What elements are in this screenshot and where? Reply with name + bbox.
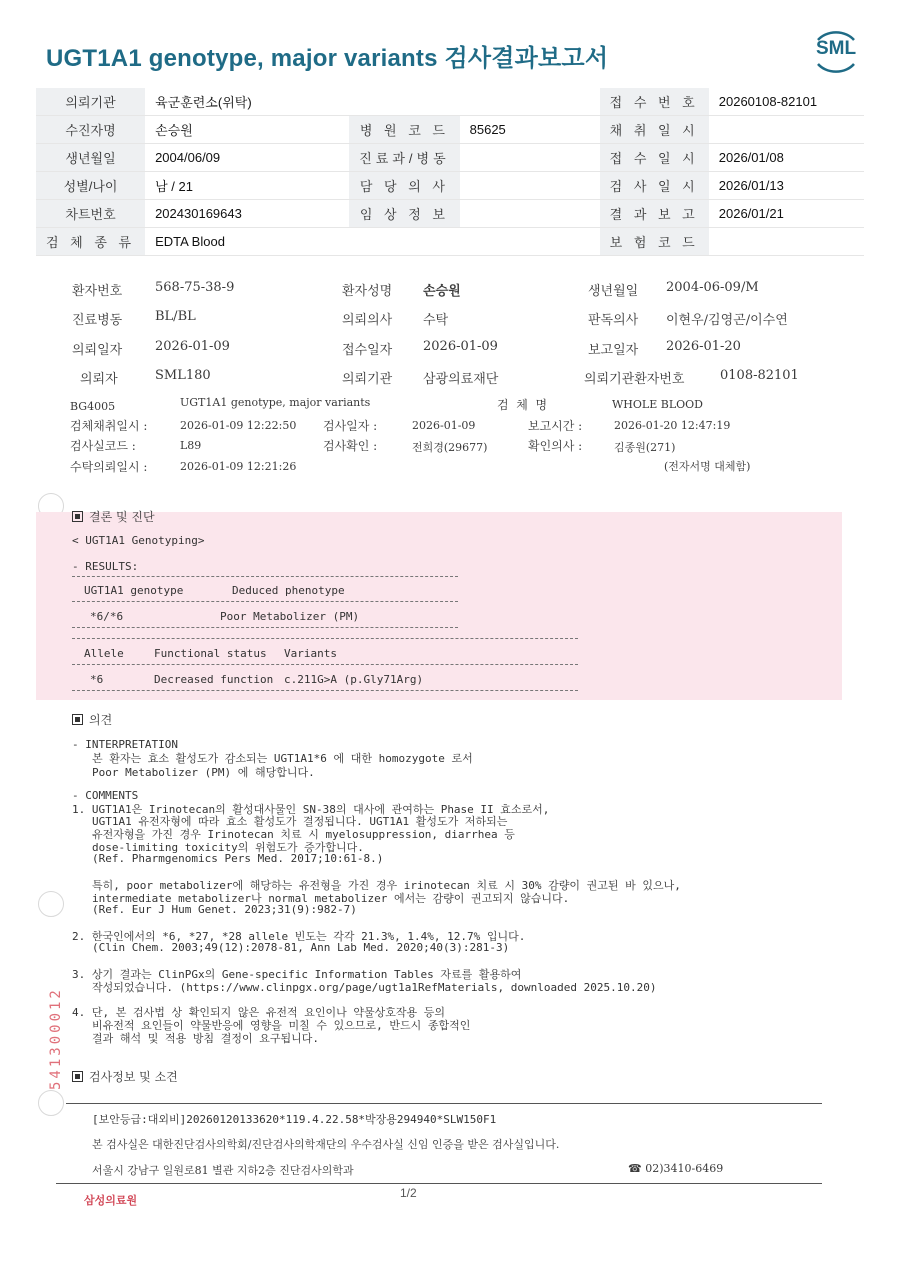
results-label: - RESULTS: xyxy=(72,560,139,573)
inst: 삼광의료재단 xyxy=(423,372,499,387)
confirm: 전희경(29677) xyxy=(412,441,488,454)
header-row xyxy=(36,228,864,256)
dashed-rule xyxy=(72,576,458,577)
header-label: 담 당 의 사 xyxy=(349,172,459,200)
header-label xyxy=(349,228,459,256)
conclusion-heading: 결론 및 진단 xyxy=(72,508,155,525)
reader-label: 판독의사 xyxy=(588,313,639,328)
header-value xyxy=(460,200,600,228)
header-label: 생년월일 xyxy=(36,144,145,172)
patient-dob: 2004-06-09/M xyxy=(666,280,759,295)
recv-date-label: 접수일자 xyxy=(342,343,393,358)
header-label: 성별/나이 xyxy=(36,172,145,200)
report-date-label: 보고일자 xyxy=(588,343,639,358)
interp-line: 본 환자는 효소 활성도가 감소되는 UGT1A1*6 에 대한 homozygote 로서 xyxy=(92,752,473,765)
inst-pid: 0108-82101 xyxy=(720,368,799,383)
comment-line: 작성되었습니다. (https://www.clinpgx.org/page/ugt1a1RefMaterials, downloaded 2025.10.20) xyxy=(92,981,657,994)
collect-label: 검체채취일시 : xyxy=(70,419,148,433)
header-label: 임 상 정 보 xyxy=(349,200,459,228)
header-value: 2026/01/13 xyxy=(709,172,864,200)
checkbox-square-icon xyxy=(72,511,83,522)
security-line: [보안등급:대외비]20260120133620*119.4.22.58*박장용294940*SLW150F1 xyxy=(92,1113,497,1126)
dashed-rule xyxy=(72,664,578,665)
comments-label: - COMMENTS xyxy=(72,789,139,802)
punch-hole xyxy=(38,1090,64,1116)
header-value: 손승원 xyxy=(145,116,349,144)
physician: 수탁 xyxy=(423,313,449,328)
order: 2026-01-09 12:21:26 xyxy=(180,460,297,473)
header-value: 20260108-82101 xyxy=(709,88,864,116)
comment-line: intermediate metabolizer나 normal metabolizer 에서는 감량이 권고되지 않습니다. xyxy=(92,892,570,905)
header-value: 2004/06/09 xyxy=(145,144,349,172)
dashed-rule xyxy=(72,601,458,602)
side-serial-number: 541300012 xyxy=(48,987,64,1090)
test-name: UGT1A1 genotype, major variants xyxy=(180,396,371,409)
sample: WHOLE BLOOD xyxy=(612,398,703,411)
collect: 2026-01-09 12:22:50 xyxy=(180,419,297,432)
header-row xyxy=(36,116,864,144)
variant-value: c.211G>A (p.Gly71Arg) xyxy=(284,673,424,686)
report-time-label: 보고시간 : xyxy=(528,419,583,433)
header-info-table xyxy=(36,88,864,256)
ward-label: 진료병동 xyxy=(72,313,123,328)
header-label: 차트번호 xyxy=(36,200,145,228)
logo-text: SML xyxy=(815,38,857,59)
recv-date: 2026-01-09 xyxy=(423,339,498,354)
divider xyxy=(56,1183,822,1184)
checkbox-square-icon xyxy=(72,714,83,725)
test-code: BG4005 xyxy=(70,400,116,413)
report-time: 2026-01-20 12:47:19 xyxy=(614,419,731,432)
patient-name: 손승원 xyxy=(423,284,461,299)
comment-line: 비유전적 요인들이 약물반응에 영향을 미칠 수 있으므로, 반드시 종합적인 xyxy=(92,1019,471,1032)
lab-code-label: 검사실코드 : xyxy=(70,439,136,453)
header-label: 결 과 보 고 xyxy=(600,200,709,228)
col-genotype: UGT1A1 genotype xyxy=(84,584,184,597)
header-value: 85625 xyxy=(460,116,600,144)
comment-line: (Ref. Eur J Hum Genet. 2023;31(9):982-7) xyxy=(92,903,357,916)
header-label: 검 사 일 시 xyxy=(600,172,709,200)
order-label: 수탁의뢰일시 : xyxy=(70,460,148,474)
header-value xyxy=(460,228,600,256)
header-label: 진료과/병동 xyxy=(349,144,459,172)
lab-code: L89 xyxy=(180,439,202,452)
inst-pid-label: 의뢰기관환자번호 xyxy=(584,372,685,387)
header-label: 접 수 일 시 xyxy=(600,144,709,172)
header-row xyxy=(36,172,864,200)
method-title: < UGT1A1 Genotyping> xyxy=(72,534,205,547)
confirm-doc-label: 확인의사 : xyxy=(528,439,583,453)
comment-line: 유전자형을 가진 경우 Irinotecan 치료 시 myelosuppression, diarrhea 등 xyxy=(92,828,515,841)
header-value: 202430169643 xyxy=(145,200,349,228)
sample-label: 검 체 명 xyxy=(497,398,548,412)
req-date: 2026-01-09 xyxy=(155,339,230,354)
divider xyxy=(66,1103,822,1104)
col-variants: Variants xyxy=(284,647,337,660)
comment-line: (Clin Chem. 2003;49(12):2078-81, Ann Lab Med. 2020;40(3):281-3) xyxy=(92,941,510,954)
genotype-value: *6/*6 xyxy=(90,610,124,623)
status-value: Decreased function xyxy=(154,673,274,686)
comment-line: 1. UGT1A1은 Irinotecan의 활성대사물인 SN-38의 대사에 관여하는 Phase II 효소로서, xyxy=(72,803,550,816)
header-value: 2026/01/08 xyxy=(709,144,864,172)
sml-logo xyxy=(810,30,862,74)
header-label: 병 원 코 드 xyxy=(349,116,459,144)
allele-value: *6 xyxy=(90,673,104,686)
requester: SML180 xyxy=(155,368,211,383)
confirm-label: 검사확인 : xyxy=(323,439,378,453)
reader: 이현우/김영곤/이수연 xyxy=(666,313,788,328)
patient-id-label: 환자번호 xyxy=(72,284,123,299)
col-allele: Allele xyxy=(84,647,124,660)
header-row xyxy=(36,200,864,228)
esign-note: (전자서명 대체함) xyxy=(664,460,751,473)
interp-label: - INTERPRETATION xyxy=(72,738,178,751)
dashed-rule xyxy=(72,638,578,639)
header-value xyxy=(709,116,864,144)
comment-line: UGT1A1 유전자형에 따라 효소 활성도가 결정됩니다. UGT1A1 활성도가 저하되는 xyxy=(92,815,508,828)
interp-line: Poor Metabolizer (PM) 에 해당합니다. xyxy=(92,766,315,779)
requester-label: 의뢰자 xyxy=(80,372,118,387)
comment-line: 결과 해석 및 적용 방침 결정이 요구됩니다. xyxy=(92,1032,319,1045)
header-row xyxy=(36,88,864,116)
punch-hole xyxy=(38,891,64,917)
physician-label: 의뢰의사 xyxy=(342,313,393,328)
col-status: Functional status xyxy=(154,647,267,660)
comment-line: 3. 상기 결과는 ClinPGx의 Gene-specific Information Tables 자료를 활용하여 xyxy=(72,968,522,981)
header-label: 보 험 코 드 xyxy=(600,228,709,256)
header-value xyxy=(460,88,600,116)
header-value xyxy=(709,228,864,256)
header-value: 2026/01/21 xyxy=(709,200,864,228)
ward: BL/BL xyxy=(155,309,196,324)
info-heading: 검사정보 및 소견 xyxy=(72,1068,178,1085)
dashed-rule xyxy=(72,690,578,691)
comment-line: dose-limiting toxicity의 위험도가 증가합니다. xyxy=(92,841,364,854)
header-value: EDTA Blood xyxy=(145,228,349,256)
header-label: 검 체 종 류 xyxy=(36,228,145,256)
header-label: 채 취 일 시 xyxy=(600,116,709,144)
header-value xyxy=(460,144,600,172)
patient-name-label: 환자성명 xyxy=(342,284,393,299)
header-row xyxy=(36,144,864,172)
checkbox-square-icon xyxy=(72,1071,83,1082)
report-date: 2026-01-20 xyxy=(666,339,741,354)
cert-line: 본 검사실은 대한진단검사의학회/진단검사의학재단의 우수검사실 신임 인증을 받은 검사실입니다. xyxy=(92,1138,560,1151)
inst-label: 의뢰기관 xyxy=(342,372,393,387)
dashed-rule xyxy=(72,627,458,628)
phone-line: ☎ 02)3410-6469 xyxy=(628,1162,724,1175)
comment-line: 4. 단, 본 검사법 상 확인되지 않은 유전적 요인이나 약물상호작용 등의 xyxy=(72,1006,445,1019)
col-phenotype: Deduced phenotype xyxy=(232,584,345,597)
hospital-logo: 삼성의료원 xyxy=(84,1194,138,1207)
address-line: 서울시 강남구 일원로81 별관 지하2층 진단검사의학과 xyxy=(92,1164,354,1177)
patient-dob-label: 생년월일 xyxy=(588,284,639,299)
patient-id: 568-75-38-9 xyxy=(155,280,235,295)
comment-line: 2. 한국인에서의 *6, *27, *28 allele 빈도는 각각 21.3%, 1.4%, 12.7% 입니다. xyxy=(72,930,526,943)
confirm-doc: 김종원(271) xyxy=(614,441,676,454)
header-label xyxy=(349,88,459,116)
header-value: 남 / 21 xyxy=(145,172,349,200)
opinion-heading: 의견 xyxy=(72,711,112,728)
comment-line: (Ref. Pharmgenomics Pers Med. 2017;10:61-8.) xyxy=(92,852,384,865)
test-date-label: 검사일자 : xyxy=(323,419,378,433)
req-date-label: 의뢰일자 xyxy=(72,343,123,358)
comment-line: 특히, poor metabolizer에 해당하는 유전형을 가진 경우 irinotecan 치료 시 30% 감량이 권고된 바 있으나, xyxy=(92,879,681,892)
header-label: 의뢰기관 xyxy=(36,88,145,116)
header-label: 접 수 번 호 xyxy=(600,88,709,116)
header-value xyxy=(460,172,600,200)
report-title: UGT1A1 genotype, major variants 검사결과보고서 xyxy=(46,45,609,72)
page-number: 1/2 xyxy=(400,1186,417,1200)
header-label: 수진자명 xyxy=(36,116,145,144)
test-date: 2026-01-09 xyxy=(412,419,476,432)
header-value: 육군훈련소(위탁) xyxy=(145,88,349,116)
phenotype-value: Poor Metabolizer (PM) xyxy=(220,610,360,623)
